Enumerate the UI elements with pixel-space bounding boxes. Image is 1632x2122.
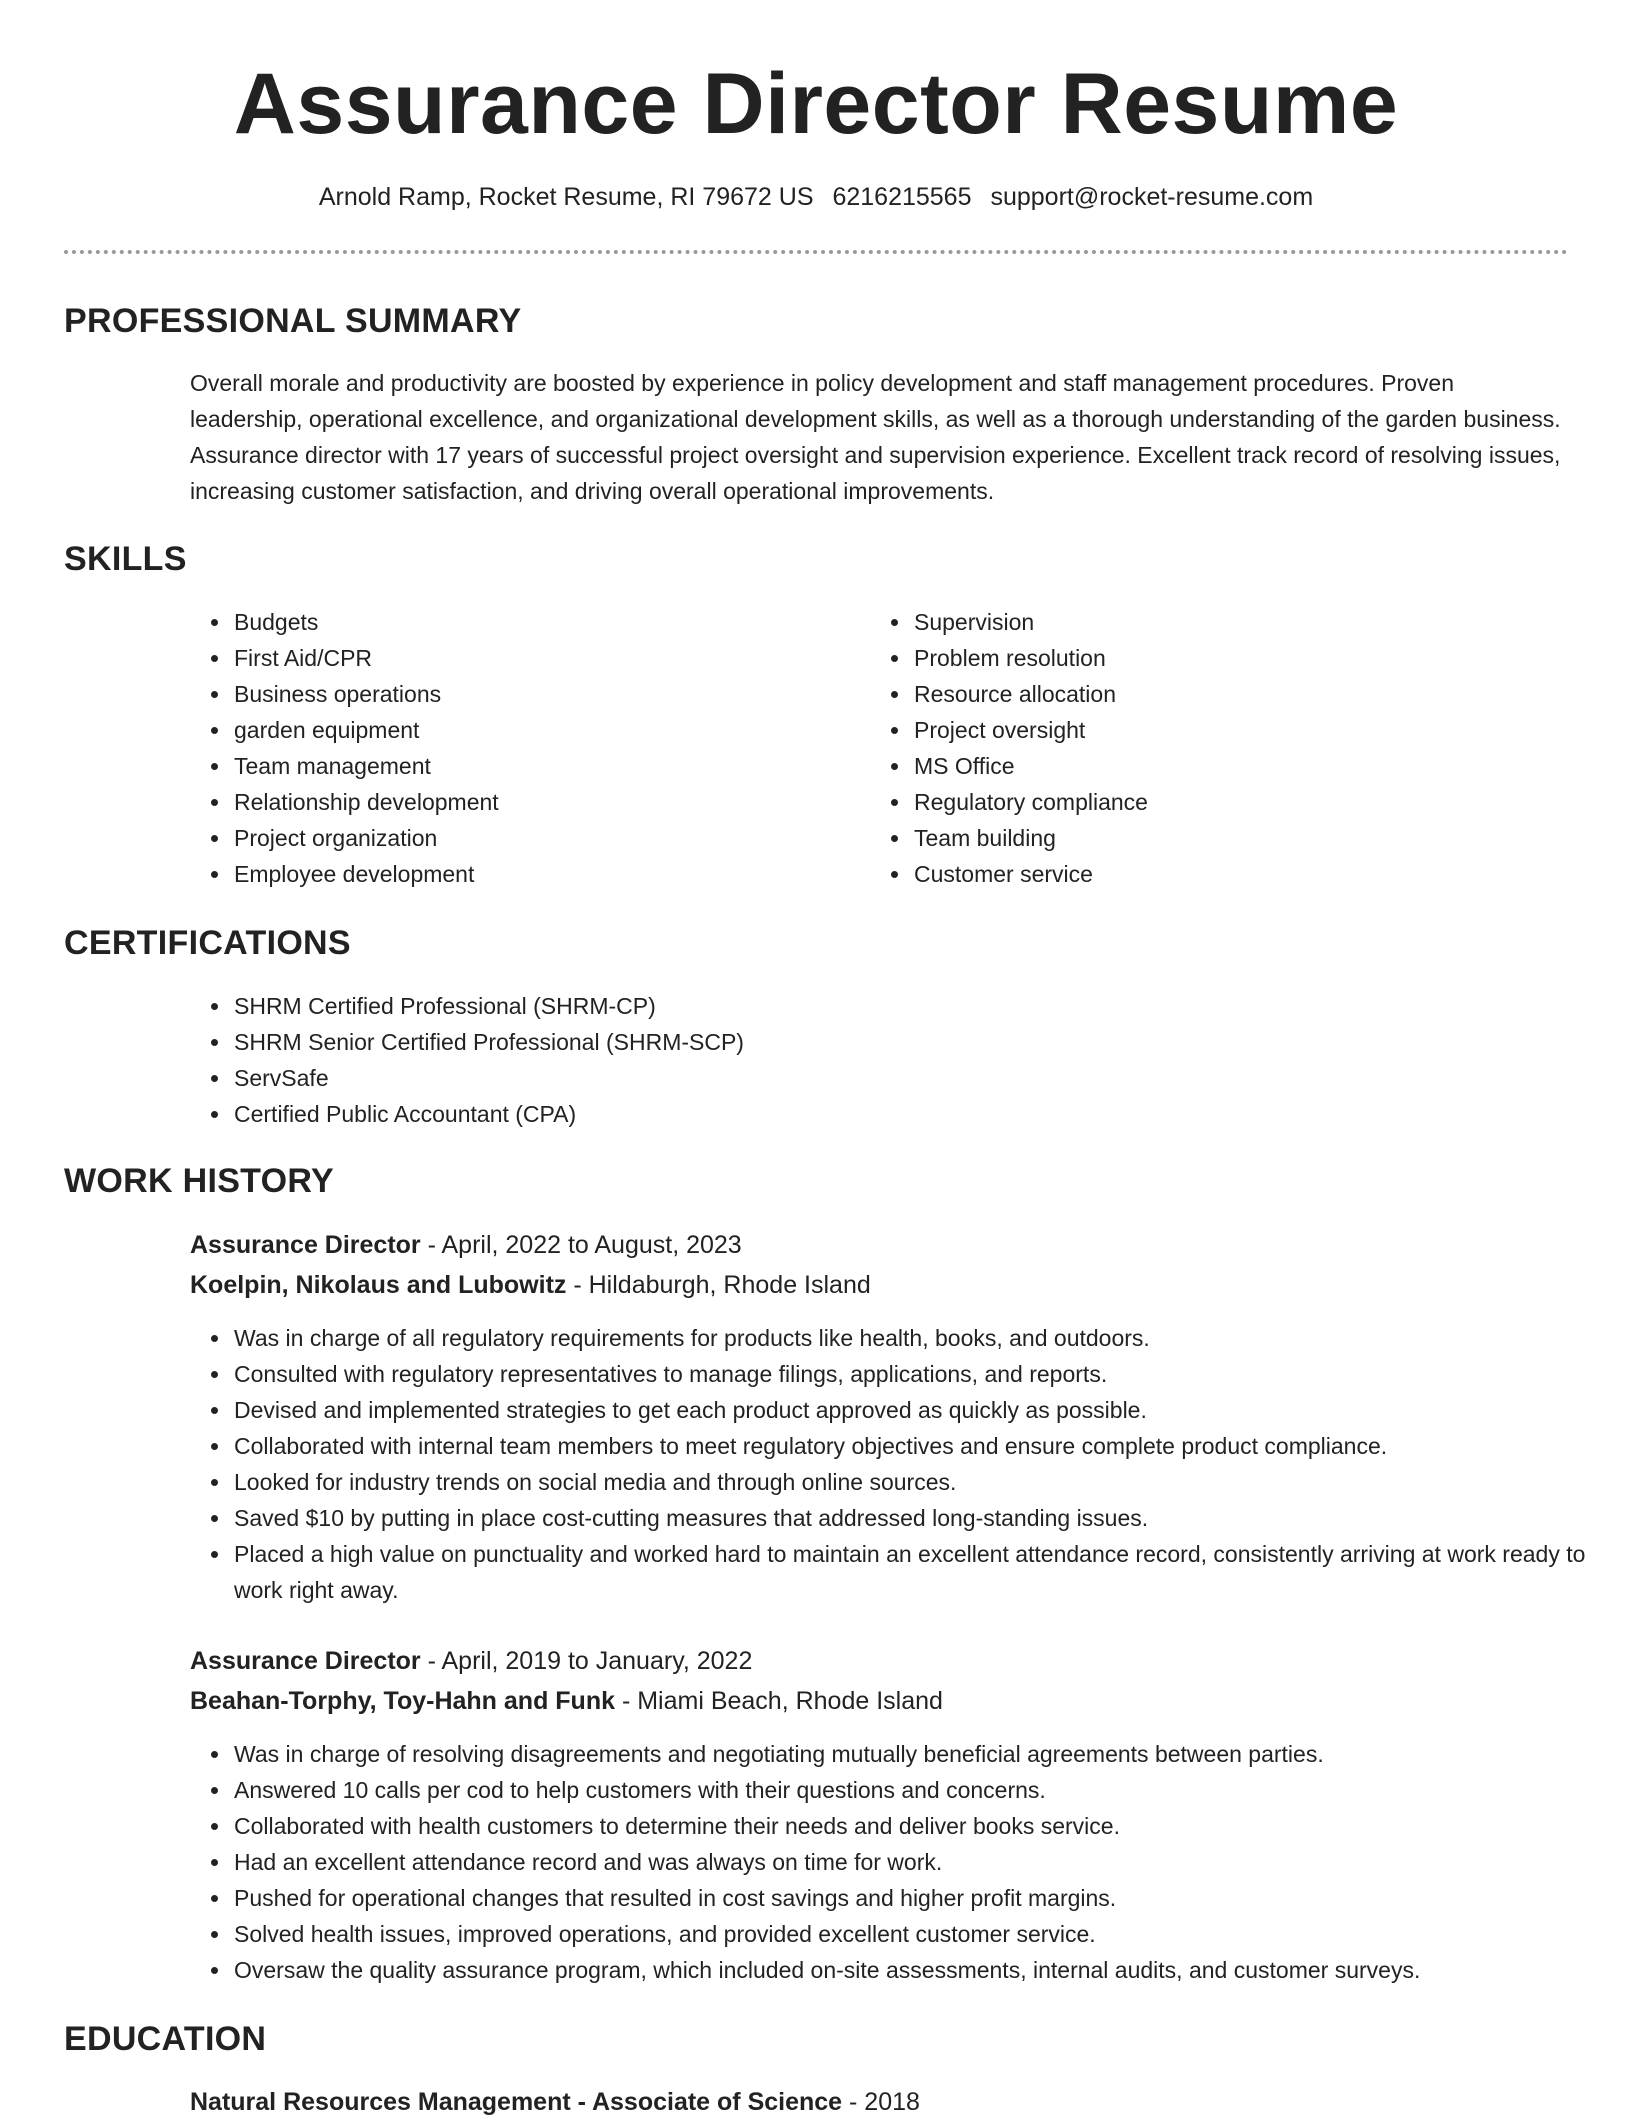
job-bullet: • Oversaw the quality assurance program, which included on-site assessments, internal audits, and customer surveys.	[232, 1952, 1612, 1988]
job-dates: - April, 2019 to January, 2022	[420, 1647, 753, 1675]
certification-item: • ServSafe	[232, 1060, 1532, 1096]
resume-title: Assurance Director Resume	[233, 56, 1399, 152]
job-bullet: • Had an excellent attendance record and was always on time for work.	[232, 1844, 1612, 1880]
certification-item: • SHRM Certified Professional (SHRM-CP)	[232, 988, 1532, 1024]
summary-text: Overall morale and productivity are boosted by experience in policy development and staff management procedures. Proven leadership, operational excellence, and organizational development skills, as well as a thorough understanding of the garden business. Assurance director with 17 years of successful project oversight and supervision experience. Excellent track record of resolving issues, increasing customer satisfaction, and driving overall operational improvements.	[190, 370, 1561, 504]
contact-address: Arnold Ramp, Rocket Resume, RI 79672 US	[318, 183, 814, 211]
job-bullets	[190, 1320, 1612, 1608]
job-bullet: • Collaborated with health customers to determine their needs and deliver books service.	[232, 1808, 1612, 1844]
education-line	[190, 2082, 920, 2122]
job-company: Beahan-Torphy, Toy-Hahn and Funk	[190, 1687, 615, 1715]
certification-item: • SHRM Senior Certified Professional (SHRM-SCP)	[232, 1024, 1532, 1060]
job-bullets	[190, 1736, 1612, 1988]
job-bullet: • Collaborated with internal team members to meet regulatory objectives and ensure complete product compliance.	[232, 1428, 1612, 1464]
job-company: Koelpin, Nikolaus and Lubowitz	[190, 1271, 567, 1299]
skill-item: • Supervision	[912, 604, 1552, 640]
job-title: Assurance Director	[190, 1231, 421, 1259]
job-bullet: • Consulted with regulatory representatives to manage filings, applications, and reports.	[232, 1356, 1612, 1392]
section-heading-work-history: WORK HISTORY	[64, 1162, 334, 1200]
skill-item: • Team building	[912, 820, 1552, 856]
skill-item: • Budgets	[232, 604, 832, 640]
skill-item: • Employee development	[232, 856, 832, 892]
job-company-line	[190, 1265, 871, 1305]
education-year: - 2018	[842, 2088, 920, 2116]
job-bullet: • Placed a high value on punctuality and worked hard to maintain an excellent attendance record, consistently arriving at work ready to work right away.	[232, 1536, 1612, 1608]
section-heading-certifications: CERTIFICATIONS	[64, 924, 351, 962]
job-bullet: • Solved health issues, improved operations, and provided excellent customer service.	[232, 1916, 1612, 1952]
job-bullet: • Was in charge of resolving disagreements and negotiating mutually beneficial agreements between parties.	[232, 1736, 1612, 1772]
skill-item: • Regulatory compliance	[912, 784, 1552, 820]
job-location: - Miami Beach, Rhode Island	[615, 1687, 943, 1715]
skill-item: • Project organization	[232, 820, 832, 856]
skill-item: • MS Office	[912, 748, 1552, 784]
job-company-line	[190, 1681, 943, 1721]
job-location: - Hildaburgh, Rhode Island	[566, 1271, 871, 1299]
skill-item: • Problem resolution	[912, 640, 1552, 676]
skill-item: • Resource allocation	[912, 676, 1552, 712]
section-heading-skills: SKILLS	[64, 540, 187, 578]
section-heading-education: EDUCATION	[64, 2020, 267, 2058]
certification-item: • Certified Public Accountant (CPA)	[232, 1096, 1532, 1132]
contact-phone: 6216215565	[832, 183, 972, 211]
contact-email: support@rocket-resume.com	[990, 183, 1314, 211]
skill-item: • Project oversight	[912, 712, 1552, 748]
certifications-list	[190, 988, 1532, 1132]
job-bullet: • Answered 10 calls per cod to help customers with their questions and concerns.	[232, 1772, 1612, 1808]
job-dates: - April, 2022 to August, 2023	[420, 1231, 742, 1259]
skills-list-left	[190, 604, 832, 892]
section-heading-summary: PROFESSIONAL SUMMARY	[64, 302, 522, 340]
skill-item: • garden equipment	[232, 712, 832, 748]
job-bullet: • Devised and implemented strategies to get each product approved as quickly as possible.	[232, 1392, 1612, 1428]
job-bullet: • Was in charge of all regulatory requirements for products like health, books, and outdoors.	[232, 1320, 1612, 1356]
skill-item: • Relationship development	[232, 784, 832, 820]
job-bullet: • Saved $10 by putting in place cost-cutting measures that addressed long-standing issues.	[232, 1500, 1612, 1536]
skill-item: • Customer service	[912, 856, 1552, 892]
education-degree: Natural Resources Management - Associate of Science	[190, 2088, 843, 2116]
job-title-line	[190, 1225, 742, 1265]
job-bullet: • Looked for industry trends on social media and through online sources.	[232, 1464, 1612, 1500]
job-bullet: • Pushed for operational changes that resulted in cost savings and higher profit margins.	[232, 1880, 1612, 1916]
job-title: Assurance Director	[190, 1647, 421, 1675]
skill-item: • First Aid/CPR	[232, 640, 832, 676]
job-title-line	[190, 1641, 752, 1681]
header-divider	[64, 250, 1568, 254]
skill-item: • Business operations	[232, 676, 832, 712]
contact-line	[0, 180, 1632, 214]
skills-list-right	[870, 604, 1552, 892]
skill-item: • Team management	[232, 748, 832, 784]
